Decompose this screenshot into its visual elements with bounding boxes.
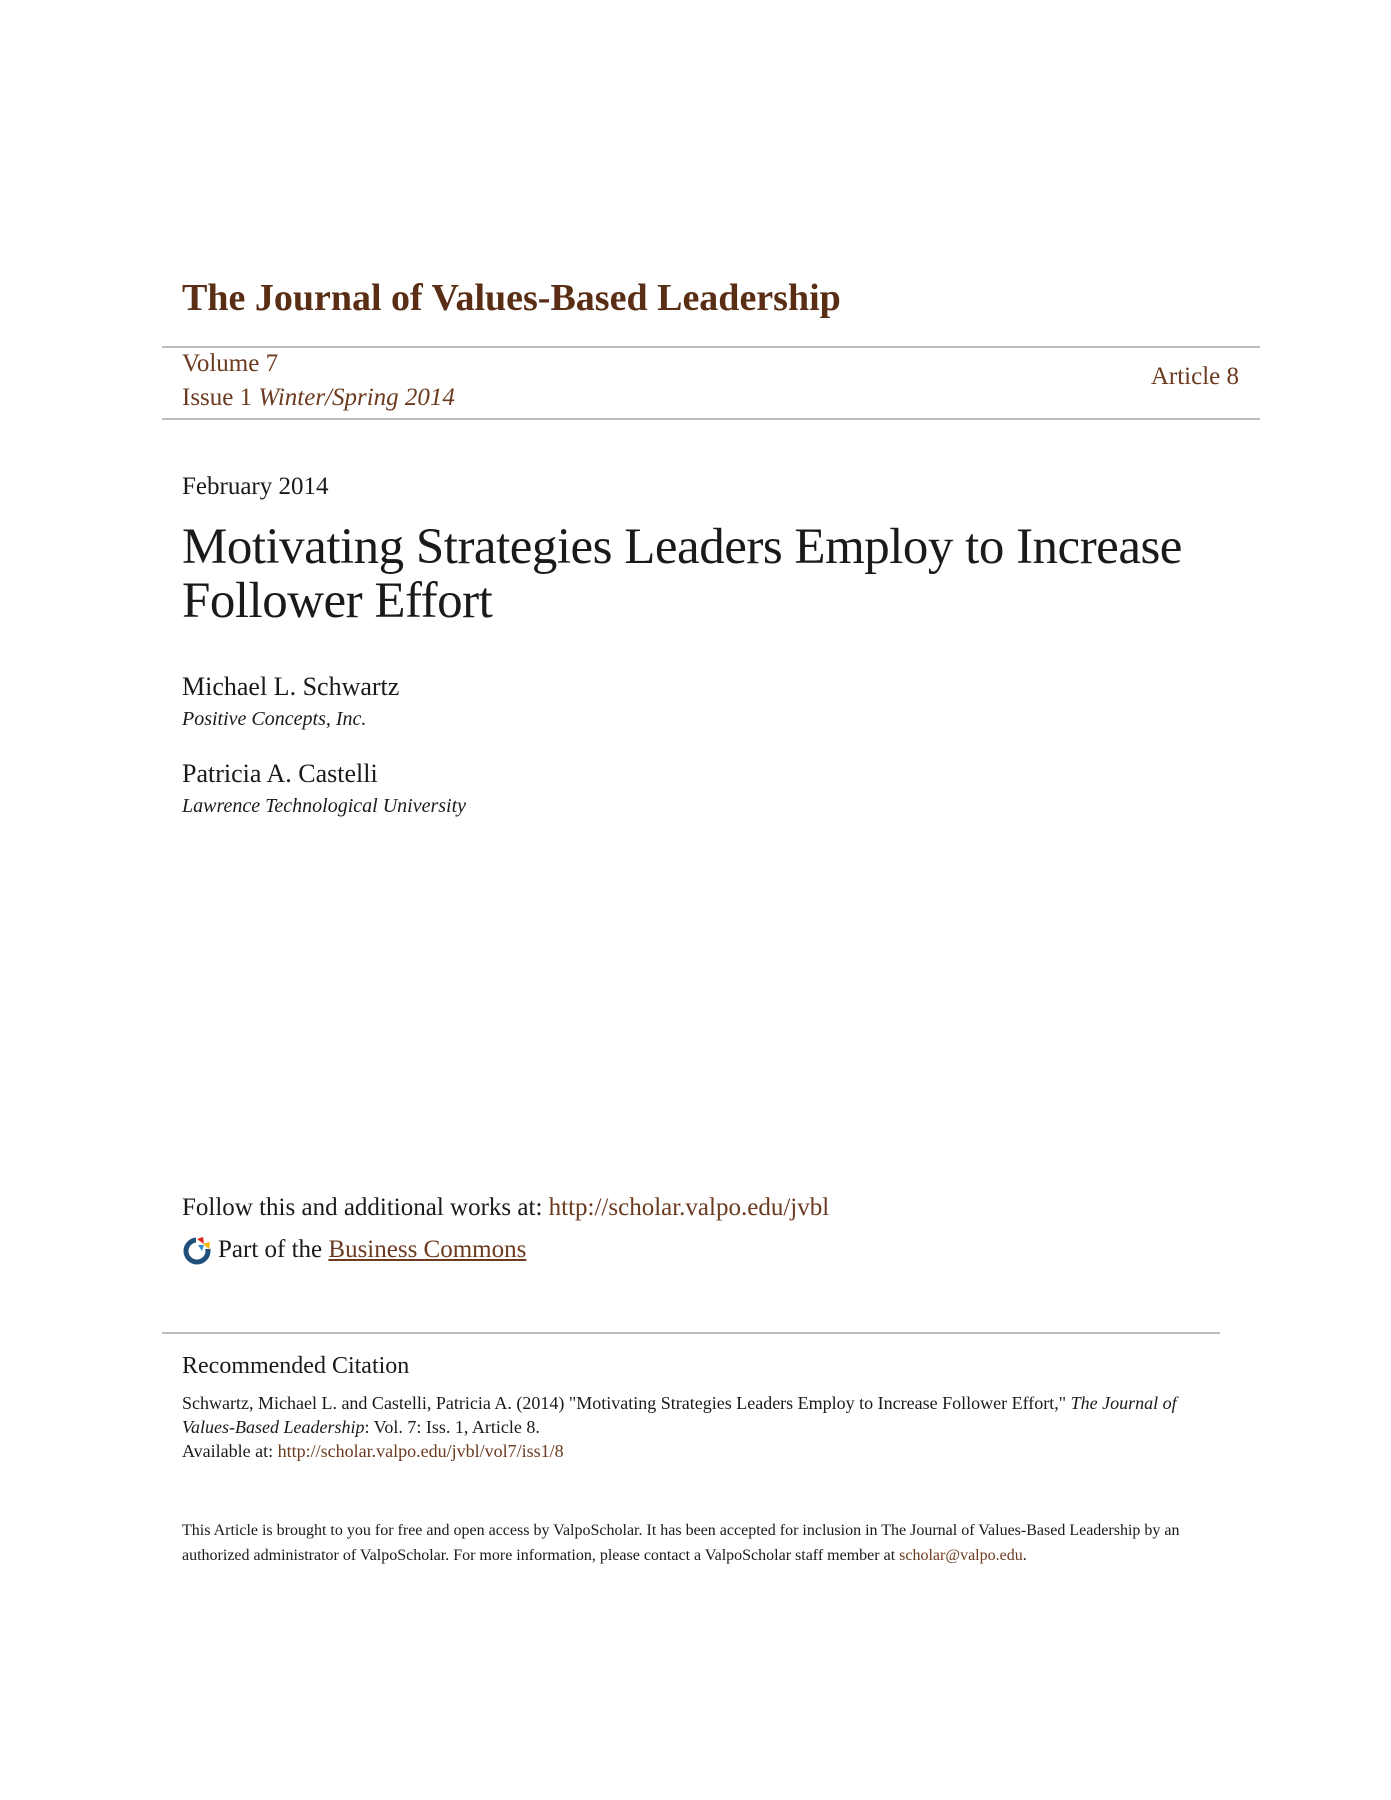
follow-line (182, 1194, 829, 1222)
contact-email-link[interactable]: scholar@valpo.edu (899, 1547, 1023, 1564)
available-label: Available at: (182, 1441, 274, 1461)
citation-journal: The Journal of Values-Based Leadership (182, 1393, 1177, 1437)
notice-text: This Article is brought to you for free and open access by ValpoScholar. It has been accepted for inclusion in The Journal of Values-Based Leadership by an authorized administrator of ValpoScholar. For more information, please contact a ValpoScholar staff member at (182, 1522, 1180, 1564)
citation-url-link[interactable]: http://scholar.valpo.edu/jvbl/vol7/iss1/8 (277, 1441, 564, 1461)
citation-details: : Vol. 7: Iss. 1, Article 8. (364, 1417, 540, 1437)
author-name[interactable]: Michael L. Schwartz (182, 672, 400, 701)
business-commons-link[interactable]: Business Commons (328, 1236, 527, 1263)
issue-label[interactable]: Issue 1 (182, 384, 253, 411)
article-number[interactable]: Article 8 (1150, 363, 1239, 390)
header-bottom-rule (162, 418, 1260, 420)
bepress-commons-icon (182, 1235, 212, 1265)
author-affiliation: Positive Concepts, Inc. (182, 708, 367, 730)
citation-text (182, 1391, 1192, 1463)
follow-label: Follow this and additional works at: (182, 1194, 543, 1221)
article-title: Motivating Strategies Leaders Employ to Increase Follower Effort (182, 519, 1182, 629)
recommended-citation-heading: Recommended Citation (182, 1353, 410, 1379)
part-of-line (182, 1235, 526, 1265)
access-notice (182, 1518, 1222, 1568)
notice-end: . (1022, 1547, 1027, 1564)
issue-line[interactable] (182, 384, 455, 412)
part-of-label: Part of the (218, 1236, 323, 1263)
publication-date: February 2014 (182, 473, 329, 500)
header-top-rule (162, 346, 1260, 348)
follow-url-link[interactable]: http://scholar.valpo.edu/jvbl (548, 1194, 830, 1221)
citation-body: Schwartz, Michael L. and Castelli, Patricia A. (2014) "Motivating Strategies Leaders Employ to Increase Follower Effort," (182, 1393, 1067, 1413)
author-affiliation: Lawrence Technological University (182, 795, 467, 817)
author-name[interactable]: Patricia A. Castelli (182, 759, 378, 788)
volume-label[interactable]: Volume 7 (182, 350, 279, 377)
issue-season[interactable]: Winter/Spring 2014 (258, 384, 455, 411)
citation-rule (162, 1332, 1220, 1334)
journal-title: The Journal of Values-Based Leadership (182, 277, 841, 319)
